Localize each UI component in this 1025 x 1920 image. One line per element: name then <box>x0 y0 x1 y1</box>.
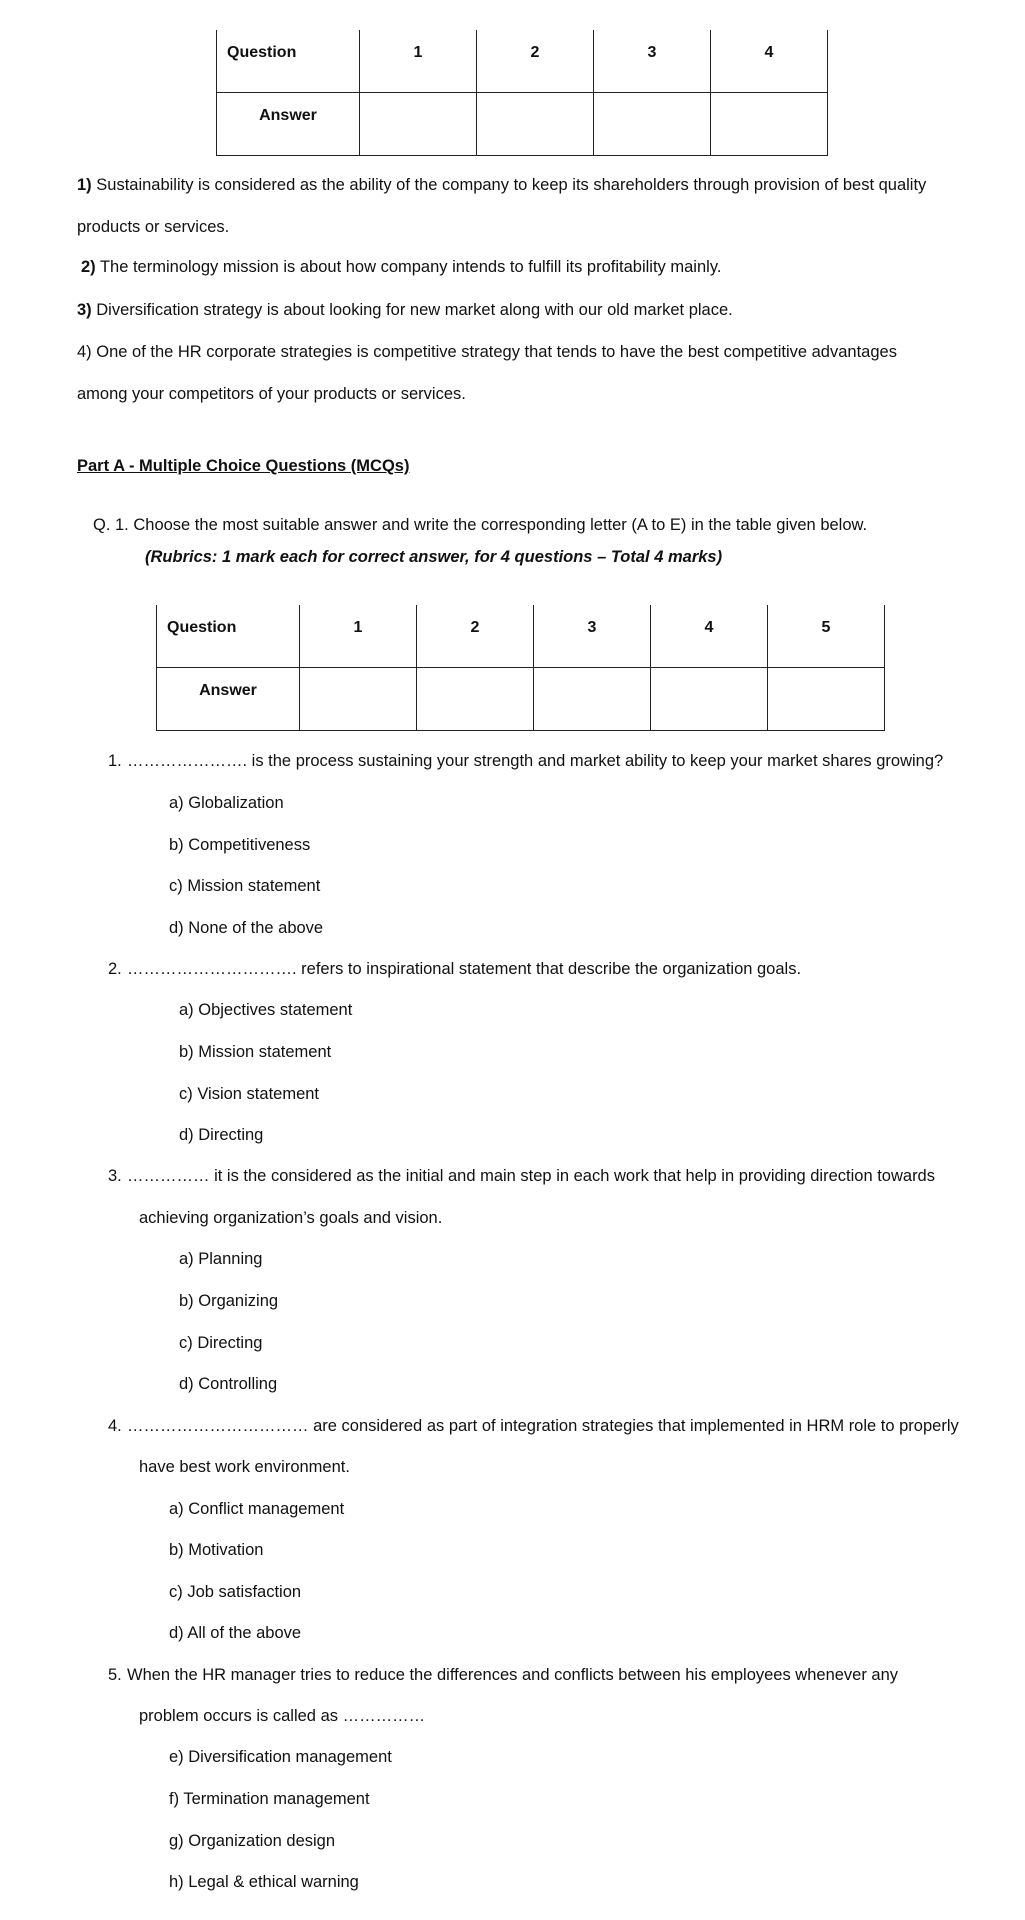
question-5-option-e: e) Diversification management <box>169 1748 392 1766</box>
statement-number: 3) <box>77 301 92 319</box>
question-header-cell: Question <box>217 30 360 93</box>
answer-cell[interactable] <box>594 93 711 156</box>
answer-cell[interactable] <box>300 668 417 731</box>
question-1-option-a: a) Globalization <box>169 794 284 812</box>
question-5-option-g: g) Organization design <box>169 1832 336 1850</box>
answer-cell[interactable] <box>477 93 594 156</box>
statement-1 <box>77 176 926 195</box>
statement-text: One of the HR corporate strategies is competitive strategy that tends to have the best competitive advantages <box>91 343 897 361</box>
question-3-number: 3. <box>108 1167 122 1185</box>
question-2-option-d: d) Directing <box>179 1126 264 1144</box>
question-5-text-cont: problem occurs is called as …………… <box>139 1707 426 1725</box>
statement-4 <box>77 343 897 362</box>
question-number-cell: 5 <box>768 605 885 668</box>
question-3-text: …………… it is the considered as the initial and main step in each work that help in providing direction towards <box>127 1167 935 1185</box>
statement-2 <box>81 258 721 277</box>
answer-cell[interactable] <box>417 668 534 731</box>
question-5-number: 5. <box>108 1666 122 1684</box>
question-4-number: 4. <box>108 1417 122 1435</box>
question-4-option-d: d) All of the above <box>169 1624 302 1642</box>
statement-text: The terminology mission is about how company intends to fulfill its profitability mainly. <box>95 258 722 276</box>
question-2-number: 2. <box>108 960 122 978</box>
question-4-option-b: b) Motivation <box>169 1541 264 1559</box>
question-4-option-a: a) Conflict management <box>169 1500 345 1518</box>
answer-cell[interactable] <box>534 668 651 731</box>
question-2-option-b: b) Mission statement <box>179 1043 332 1061</box>
question-1-option-d: d) None of the above <box>169 919 324 937</box>
question-number-cell: 1 <box>360 30 477 93</box>
rubric-text: (Rubrics: 1 mark each for correct answer, for 4 questions – Total 4 marks) <box>145 548 723 566</box>
question-number-cell: 3 <box>594 30 711 93</box>
statement-text: Diversification strategy is about looking for new market along with our old market place. <box>91 301 733 319</box>
question-1-text: …………………. is the process sustaining your strength and market ability to keep your market shares growing? <box>127 752 944 770</box>
answer-cell[interactable] <box>651 668 768 731</box>
statement-number: 2) <box>81 258 96 276</box>
statement-1-cont: products or services. <box>77 218 230 236</box>
question-4-text: …………………………… are considered as part of integration strategies that implemented in HRM role to properly <box>127 1417 959 1435</box>
question-3-option-d: d) Controlling <box>179 1375 278 1393</box>
answer-header-cell: Answer <box>217 93 360 156</box>
question-5-option-f: f) Termination management <box>169 1790 370 1808</box>
statement-number: 4) <box>77 343 92 361</box>
answer-table-top <box>216 30 828 156</box>
answer-cell[interactable] <box>768 668 885 731</box>
question-2-text: …………………………. refers to inspirational statement that describe the organization goals. <box>127 960 802 978</box>
question-number-cell: 4 <box>711 30 828 93</box>
question-1-number: 1. <box>108 752 122 770</box>
answer-cell[interactable] <box>711 93 828 156</box>
statement-text: Sustainability is considered as the ability of the company to keep its shareholders through provision of best quality <box>91 176 927 194</box>
part-a-heading: Part A - Multiple Choice Questions (MCQs) <box>77 457 410 475</box>
statement-3 <box>77 301 733 320</box>
answer-table-mcq <box>156 605 885 731</box>
question-4-option-c: c) Job satisfaction <box>169 1583 302 1601</box>
question-3-option-c: c) Directing <box>179 1334 263 1352</box>
question-number-cell: 2 <box>477 30 594 93</box>
statement-number: 1) <box>77 176 92 194</box>
statement-4-cont: among your competitors of your products or services. <box>77 385 466 403</box>
mcq-instruction: Q. 1. Choose the most suitable answer and write the corresponding letter (A to E) in the table given below. <box>93 516 868 534</box>
question-4-text-cont: have best work environment. <box>139 1458 350 1476</box>
question-2-option-c: c) Vision statement <box>179 1085 320 1103</box>
question-3-option-a: a) Planning <box>179 1250 263 1268</box>
question-3-option-b: b) Organizing <box>179 1292 279 1310</box>
question-number-cell: 1 <box>300 605 417 668</box>
question-1-option-b: b) Competitiveness <box>169 836 311 854</box>
question-number-cell: 2 <box>417 605 534 668</box>
question-number-cell: 3 <box>534 605 651 668</box>
question-2-option-a: a) Objectives statement <box>179 1001 353 1019</box>
question-number-cell: 4 <box>651 605 768 668</box>
question-5-text: When the HR manager tries to reduce the differences and conflicts between his employees whenever any <box>127 1666 899 1684</box>
question-1-option-c: c) Mission statement <box>169 877 321 895</box>
answer-cell[interactable] <box>360 93 477 156</box>
question-5-option-h: h) Legal & ethical warning <box>169 1873 359 1891</box>
question-3-text-cont: achieving organization’s goals and vision. <box>139 1209 443 1227</box>
answer-header-cell: Answer <box>157 668 300 731</box>
question-header-cell: Question <box>157 605 300 668</box>
